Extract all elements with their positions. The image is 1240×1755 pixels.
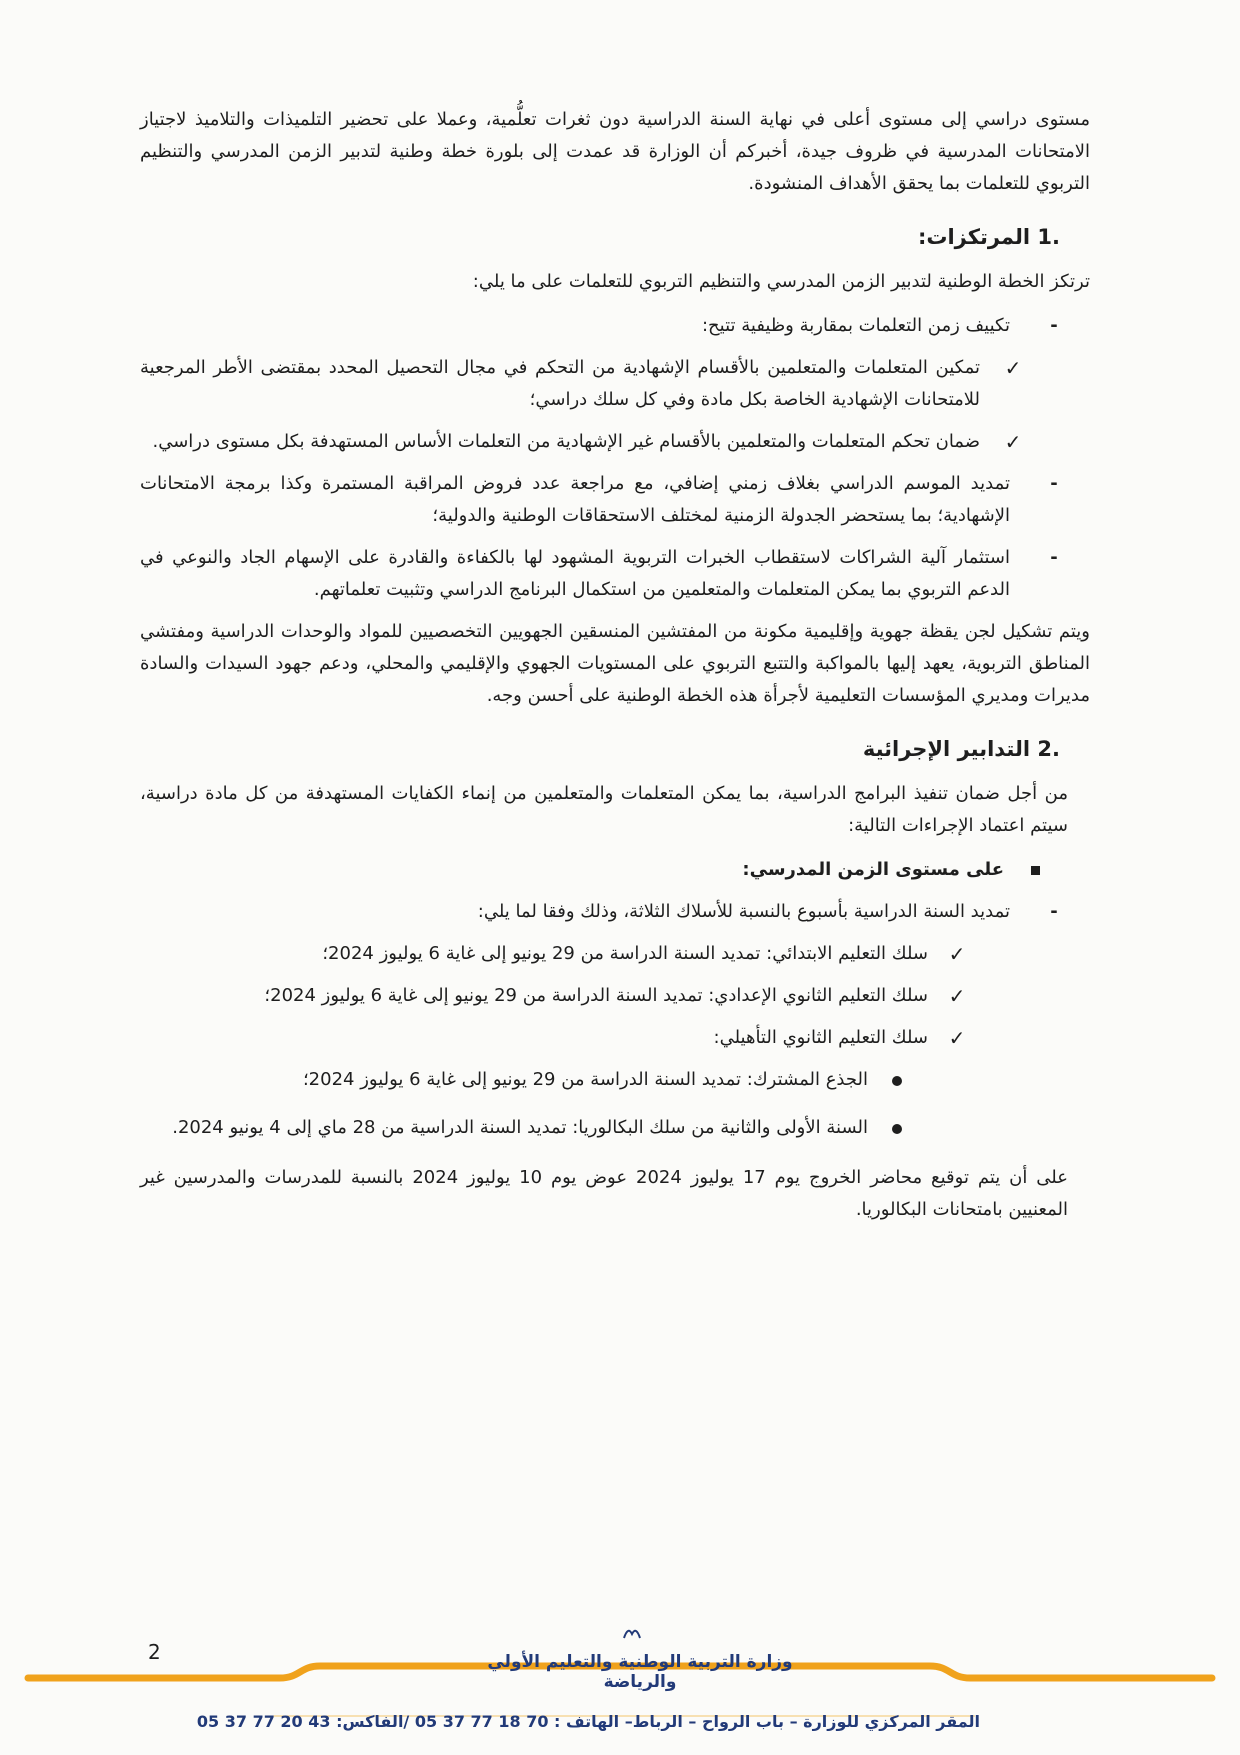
- checkmark-icon: ✓: [1004, 356, 1022, 380]
- dot-bullet-icon: [892, 1124, 902, 1134]
- section-1-check-item: ✓ ضمان تحكم المتعلمات والمتعلمين بالأقسام غير الإشهادية من التعلمات الأساس المستهدفة بكل مستوى دراسي.: [140, 426, 1026, 458]
- checkmark-icon: ✓: [1004, 430, 1022, 454]
- section-2-list-item: - تمديد السنة الدراسية بأسبوع بالنسبة للأسلاك الثلاثة، وذلك وفقا لما يلي:: [140, 896, 1064, 928]
- checkmark-icon: ✓: [948, 984, 966, 1008]
- section-1-heading: .1 المرتكزات:: [917, 225, 1060, 249]
- committees-paragraph: ويتم تشكيل لجن يقظة جهوية وإقليمية مكونة من المفتشين المنسقين الجهويين التخصصيين للمواد والوحدات الدراسية ومفتشي المناطق التربوية، يعهد إليها بالمواكبة والتتبع التربوي على المستويات الجهوي والإقليمي والمحلي، ودعم جهود السيدات والسادة مديرات ومديري المؤسسات التعليمية لأجرأة هذه الخطة الوطنية على أحسن وجه.: [140, 621, 1090, 706]
- section-1-list-item: - تكييف زمن التعلمات بمقاربة وظيفية تتيح:: [140, 310, 1064, 342]
- section-1-list-item: - تمديد الموسم الدراسي بغلاف زمني إضافي، مع مراجعة عدد فروض المراقبة المستمرة وكذا برمجة الامتحانات الإشهادية؛ بما يستحضر الجدولة الزمنية لمختلف الاستحقاقات الوطنية والدولية؛: [140, 468, 1064, 532]
- section-2-check-item: ✓ سلك التعليم الثانوي الإعدادي: تمديد السنة الدراسة من 29 يونيو إلى غاية 6 يوليوز 2024؛: [140, 980, 970, 1012]
- section-1-list-item: - استثمار آلية الشراكات لاستقطاب الخبرات التربوية المشهود لها بالكفاءة والقادرة على الإسهام الجاد والنوعي في الدعم التربوي بما يمكن المتعلمات والمتعلمين من استكمال البرنامج الدراسي وتثبيت تعلماتهم.: [140, 542, 1064, 606]
- ministry-name: وزارة التربية الوطنية والتعليم الأولي والرياضة: [487, 1652, 793, 1692]
- dash-icon: -: [1050, 473, 1058, 494]
- dash-icon: -: [1050, 315, 1058, 336]
- closing-paragraph: على أن يتم توقيع محاضر الخروج يوم 17 يوليوز 2024 عوض يوم 10 يوليوز 2024 بالنسبة للمدرسات والمدرسين غير المعنيين بامتحانات البكالوريا.: [140, 1167, 1068, 1220]
- checkmark-icon: ✓: [948, 1026, 966, 1050]
- section-2-check-item: ✓ سلك التعليم الابتدائي: تمديد السنة الدراسة من 29 يونيو إلى غاية 6 يوليوز 2024؛: [140, 938, 970, 970]
- page-number: 2: [148, 1640, 161, 1664]
- intro-paragraph: مستوى دراسي إلى مستوى أعلى في نهاية السنة الدراسية دون ثغرات تعلُّمية، وعملا على تحضير التلميذات والتلاميذ لاجتياز الامتحانات المدرسية في ظروف جيدة، أخبركم أن الوزارة قد عمدت إلى بلورة خطة وطنية لتدبير الزمن المدرسي والتنظيم التربوي للتعلمات بما يحقق الأهداف المنشودة.: [140, 109, 1090, 194]
- section-2-lead: من أجل ضمان تنفيذ البرامج الدراسية، بما يمكن المتعلمات والمتعلمين من إنماء الكفايات المستهدفة من كل مادة دراسية، سيتم اعتماد الإجراءات التالية:: [140, 783, 1068, 836]
- square-bullet-icon: [1031, 866, 1040, 875]
- document-body: [140, 104, 1090, 1226]
- ministry-emblem-icon: [622, 1624, 642, 1642]
- section-1-check-item: ✓ تمكين المتعلمات والمتعلمين بالأقسام الإشهادية من التحكم في مجال التحصيل المحدد بمقتضى الأطر المرجعية للامتحانات الإشهادية الخاصة بكل مادة وفي كل سلك دراسي؛: [140, 352, 1026, 416]
- dash-icon: -: [1050, 547, 1058, 568]
- section-2-bullet-item: السنة الأولى والثانية من سلك البكالوريا: تمديد السنة الدراسية من 28 ماي إلى 4 يونيو 2024.: [140, 1112, 910, 1144]
- checkmark-icon: ✓: [948, 942, 966, 966]
- contact-address: المقر المركزي للوزارة – باب الرواح – الرباط– الهاتف : 70 18 77 37 05 /الفاكس: 43 20 77 37 05: [196, 1712, 980, 1731]
- section-1-lead: ترتكز الخطة الوطنية لتدبير الزمن المدرسي والتنظيم التربوي للتعلمات على ما يلي:: [472, 271, 1090, 292]
- section-2-check-item: ✓ سلك التعليم الثانوي التأهيلي:: [140, 1022, 970, 1054]
- section-2-heading: .2 التدابير الإجرائية: [862, 737, 1060, 761]
- section-2-subheading: على مستوى الزمن المدرسي:: [140, 854, 1044, 886]
- section-2-bullet-item: الجذع المشترك: تمديد السنة الدراسة من 29 يونيو إلى غاية 6 يوليوز 2024؛: [140, 1064, 910, 1096]
- dash-icon: -: [1050, 901, 1058, 922]
- dot-bullet-icon: [892, 1076, 902, 1086]
